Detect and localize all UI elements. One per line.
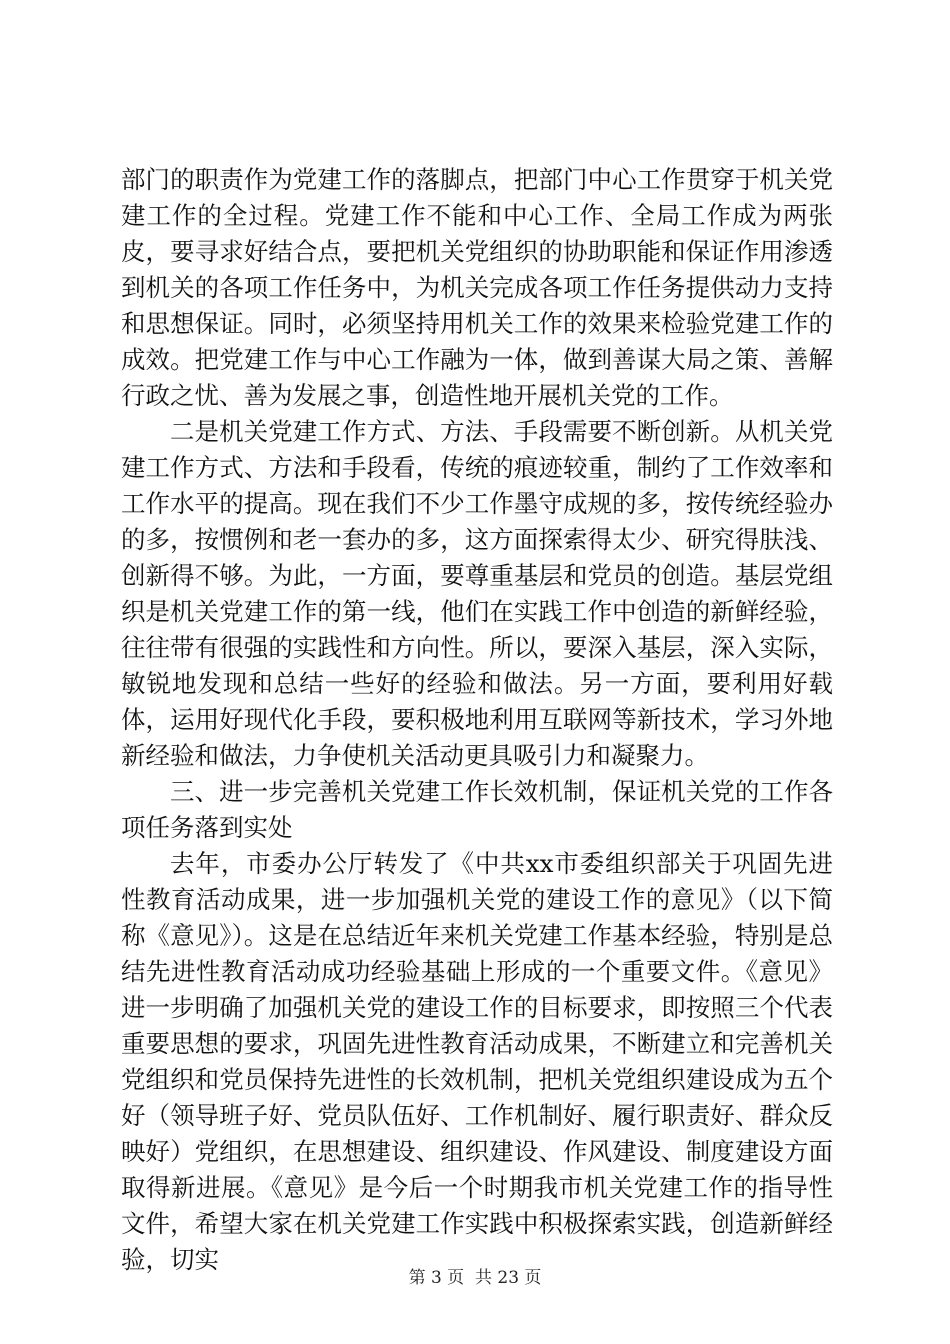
paragraph-second-point: 二是机关党建工作方式、方法、手段需要不断创新。从机关党建工作方式、方法和手段看，传统的痕迹较重，制约了工作效率和工作水平的提高。现在我们不少工作墨守成规的多，按传统经验办的多，按惯例和老一套办的多，这方面探索得太少、研究得肤浅、创新得不够。为此，一方面，要尊重基层和党员的创造。基层党组织是机关党建工作的第一线，他们在实践工作中创造的新鲜经验，往往带有很强的实践性和方向性。所以，要深入基层，深入实际，敏锐地发现和总结一些好的经验和做法。另一方面，要利用好载体，运用好现代化手段，要积极地利用互联网等新技术，学习外地新经验和做法，力争使机关活动更具吸引力和凝聚力。 bbox=[121, 417, 833, 770]
page-number: 第 3 页 共 23 页 bbox=[408, 1268, 542, 1288]
paragraph-opinion-document: 去年，市委办公厅转发了《中共xx市委组织部关于巩固先进性教育活动成果，进一步加强机关党的建设工作的意见》（以下简称《意见》）。这是在总结近年来机关党建工作基本经验，特别是总结先进性教育活动成功经验基础上形成的一个重要文件。《意见》进一步明确了加强机关党的建设工作的目标要求，即按照三个代表重要思想的要求，巩固先进性教育活动成果，不断建立和完善机关党组织和党员保持先进性的长效机制，把机关党组织建设成为五个好（领导班子好、党员队伍好、工作机制好、履行职责好、群众反映好）党组织，在思想建设、组织建设、作风建设、制度建设方面取得新进展。《意见》是今后一个时期我市机关党建工作的指导性文件，希望大家在机关党建工作实践中积极探索实践，创造新鲜经验，切实 bbox=[121, 849, 833, 1274]
page-footer bbox=[0, 1263, 950, 1288]
section-heading-three: 三、进一步完善机关党建工作长效机制，保证机关党的工作各项任务落到实处 bbox=[121, 777, 833, 842]
paragraph-continuation: 部门的职责作为党建工作的落脚点，把部门中心工作贯穿于机关党建工作的全过程。党建工作不能和中心工作、全局工作成为两张皮，要寻求好结合点，要把机关党组织的协助职能和保证作用渗透到机关的各项工作任务中，为机关完成各项工作任务提供动力支持和思想保证。同时，必须坚持用机关工作的效果来检验党建工作的成效。把党建工作与中心工作融为一体，做到善谋大局之策、善解行政之忧、善为发展之事，创造性地开展机关党的工作。 bbox=[121, 165, 833, 410]
body-text bbox=[121, 162, 833, 1278]
